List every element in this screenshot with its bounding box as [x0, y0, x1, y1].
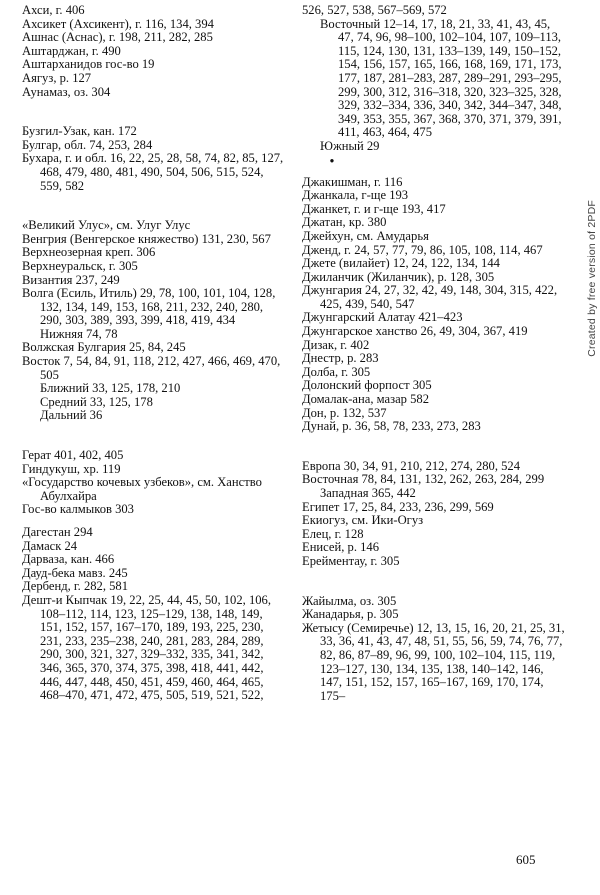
index-entry: Джете (вилайет) 12, 24, 122, 134, 144 — [302, 256, 500, 271]
index-subentry: Западная 365, 442 — [320, 486, 416, 500]
index-entry: Ахси, г. 406 — [22, 3, 85, 17]
separator-dot: • — [329, 153, 335, 168]
index-entry: Джатан, кр. 380 — [302, 215, 387, 230]
index-entry: Европа 30, 34, 91, 210, 212, 274, 280, 524 — [302, 458, 521, 473]
index-entry: Волжская Булгария 25, 84, 245 — [22, 340, 186, 355]
index-column-right — [302, 4, 567, 703]
index-entry: Джунгарское ханство 26, 49, 304, 367, 419 — [302, 324, 528, 339]
index-entry: Дагестан 294 — [22, 525, 93, 539]
index-entry: Жайылма, оз. 305 — [302, 593, 397, 608]
index-entry: Египет 17, 25, 84, 233, 236, 299, 569 — [302, 499, 494, 514]
index-entry: Бухара, г. и обл. 16, 22, 25, 28, 58, 74, 82, 85, 127, 468, 479, 480, 481, 490, 504, 506, 515, 524, 559, 582 — [22, 151, 284, 193]
index-entry: Домалак-ана, мазар 582 — [302, 392, 430, 407]
index-entry: Герат 401, 402, 405 — [22, 448, 124, 463]
index-entry: Аштарханидов гос-во 19 — [22, 57, 155, 72]
index-entry: Гос-во калмыков 303 — [22, 502, 134, 517]
index-entry: Аунамаз, оз. 304 — [22, 84, 111, 99]
index-entry: Джунгария 24, 27, 32, 42, 49, 148, 304, 315, 422, 425, 439, 540, 547 — [302, 283, 558, 311]
index-entry: Джанкала, г-ще 193 — [302, 188, 409, 203]
index-entry: Джанкет, г. и г-ще 193, 417 — [302, 201, 446, 216]
index-subentry: Дальний 36 — [40, 408, 103, 423]
index-entry: Дженд, г. 24, 57, 77, 79, 86, 105, 108, 114, 467 — [302, 242, 543, 257]
index-entry: Булгар, обл. 74, 253, 284 — [22, 137, 153, 152]
index-entry: Венгрия (Венгерское княжество) 131, 230, 567 — [22, 231, 271, 246]
index-entry: Дешт-и Кыпчак 19, 22, 25, 44, 45, 50, 102, 106, 108–112, 114, 123, 125–129, 138, 148, 149, 151, 152, 157, 167–170, 189, 193, 225, 230, 231, 233, 235–238, 240, 281, 283, 284, 289, 290, 300, 321, 327, 329–332, 335, 341, 342, 346, 365, 370, 374, 375, 398, 418, 441, 442, 446, 447, 448, 450, 451, 459, 460, 464, 465, 468–470, 471, 472, 475, 505, 519, 521, 522, — [22, 592, 271, 703]
index-entry: Верхнеозерная креп. 306 — [22, 245, 156, 260]
index-entry: «Великий Улус», см. Улуг Улус — [22, 218, 191, 233]
index-entry: Дарваза, кан. 466 — [22, 552, 115, 567]
index-entry: Ахсикет (Ахсикент), г. 116, 134, 394 — [22, 16, 214, 31]
index-entry: Долонский форпост 305 — [302, 378, 432, 393]
index-entry: Дербенд, г. 282, 581 — [22, 579, 129, 594]
index-subentry: Ближний 33, 125, 178, 210 — [40, 381, 181, 396]
index-entry: Восточная 78, 84, 131, 132, 262, 263, 284, 299 — [302, 472, 545, 487]
index-entry: Елец, г. 128 — [302, 526, 364, 541]
index-entry: Бузгил-Узак, кан. 172 — [22, 124, 137, 139]
index-entry: Верхнеуральск, г. 305 — [22, 258, 138, 273]
index-subentry: Нижняя 74, 78 — [40, 326, 118, 341]
index-entry: Дизак, г. 402 — [302, 337, 370, 352]
index-entry: «Государство кочевых узбеков», см. Ханство Абулхайра — [22, 475, 262, 503]
index-subentry: Южный 29 — [320, 138, 380, 153]
index-entry: Ерейментау, г. 305 — [302, 553, 400, 568]
index-entry-continued: 526, 527, 538, 567–569, 572 — [302, 3, 447, 17]
index-entry: Дунай, р. 36, 58, 78, 233, 273, 283 — [302, 419, 481, 434]
index-entry: Восток 7, 54, 84, 91, 118, 212, 427, 466, 469, 470, 505 — [22, 354, 281, 382]
page-number: 605 — [516, 852, 536, 867]
index-entry: Дон, р. 132, 537 — [302, 405, 387, 420]
index-entry: Енисей, р. 146 — [302, 540, 380, 555]
index-entry: Аштарджан, г. 490 — [22, 43, 121, 58]
index-column-left — [22, 4, 287, 703]
index-entry: Джакишман, г. 116 — [302, 174, 403, 189]
index-entry: Долба, г. 305 — [302, 364, 371, 379]
index-entry: Джейхун, см. Амударья — [302, 228, 429, 243]
index-entry: Гиндукуш, хр. 119 — [22, 461, 121, 476]
index-entry: Жетысу (Семиречье) 12, 13, 15, 16, 20, 21, 25, 31, 33, 36, 41, 43, 47, 48, 51, 55, 56, 59, 74, 76, 77, 82, 86, 87–89, 96, 99, 100, 102–104, 115, 119, 123–127, 130, 134, 135, 138, 140–142, 146, 147, 151, 152, 157, 165–167, 169, 170, 174, 175– — [302, 620, 565, 703]
index-entry: Волга (Есиль, Итиль) 29, 78, 100, 101, 104, 128, 132, 134, 149, 153, 168, 211, 232, 240, 280, 290, 303, 389, 393, 399, 418, 419, 434 — [22, 286, 276, 328]
index-subentry: Средний 33, 125, 178 — [40, 394, 153, 409]
watermark-text: Created by free version of 2PDF — [586, 200, 598, 357]
index-subentry: Восточный 12–14, 17, 18, 21, 33, 41, 43, 45, 47, 74, 96, 98–100, 102–104, 107, 109–113, 115, 124, 130, 131, 133–139, 149, 150–152, 154, 156, 157, 165, 166, 168, 169, 171, 173, 177, 187, 281–283, 287, 289–291, 293–295, 299, 300, 312, 316–318, 320, 323–325, 328, 329, 332–334, 336, 340, 342, 344–347, 348, 349, 353, 355, 367, 368, 370, 371, 379, 391, 411, 463, 464, 475 — [320, 16, 562, 140]
index-entry: Джунгарский Алатау 421–423 — [302, 310, 463, 325]
index-entry: Жанадарья, р. 305 — [302, 607, 399, 622]
index-entry: Екиогуз, см. Ики-Огуз — [302, 513, 424, 528]
index-entry: Джиланчик (Жиланчик), р. 128, 305 — [302, 269, 495, 284]
index-entry: Византия 237, 249 — [22, 272, 120, 287]
index-entry: Днестр, р. 283 — [302, 351, 379, 366]
index-entry: Ашнас (Аснас), г. 198, 211, 282, 285 — [22, 30, 213, 45]
index-entry: Дауд-бека мавз. 245 — [22, 565, 128, 580]
index-entry: Аягуз, р. 127 — [22, 70, 92, 85]
index-entry: Дамаск 24 — [22, 538, 78, 553]
